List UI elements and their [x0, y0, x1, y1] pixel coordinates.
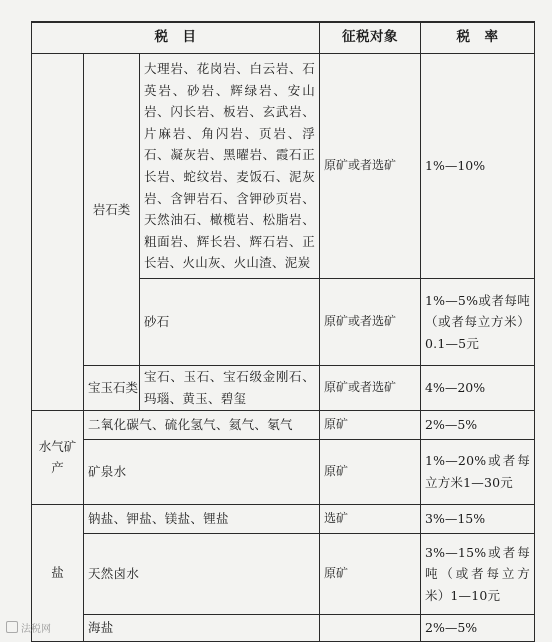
- sea-salt-items: 海盐: [84, 614, 320, 641]
- gas-object: 原矿: [320, 410, 421, 439]
- table-row-rock: [32, 54, 535, 279]
- rock-rate: 1%—10%: [421, 54, 535, 279]
- brine-rate: 3%—15%或者每吨（或者每立方米）1—10元: [421, 533, 535, 614]
- gem-object: 原矿或者选矿: [320, 365, 421, 410]
- mineral-water-rate: 1%—20%或者每立方米1—30元: [421, 439, 535, 504]
- mineral-water-object: 原矿: [320, 439, 421, 504]
- salt-category: 盐: [32, 504, 84, 641]
- rock-category: 岩石类: [84, 54, 140, 366]
- tax-table: [31, 21, 535, 642]
- header-row: [32, 22, 535, 54]
- mineral-water-items: 矿泉水: [84, 439, 320, 504]
- gravel-items: 砂石: [140, 278, 320, 365]
- gas-rate: 2%—5%: [421, 410, 535, 439]
- gravel-rate: 1%—5%或者每吨（或者每立方米）0.1—5元: [421, 278, 535, 365]
- gas-items: 二氧化碳气、硫化氢气、氦气、氡气: [84, 410, 320, 439]
- watermark: [6, 620, 51, 635]
- table-row-gas: [32, 410, 535, 439]
- sea-salt-object: [320, 614, 421, 641]
- category-blank-cell: [32, 54, 84, 411]
- watermark-icon: [6, 621, 18, 633]
- gem-rate: 4%—20%: [421, 365, 535, 410]
- brine-object: 原矿: [320, 533, 421, 614]
- gravel-object: 原矿或者选矿: [320, 278, 421, 365]
- sea-salt-rate: 2%—5%: [421, 614, 535, 641]
- rock-object: 原矿或者选矿: [320, 54, 421, 279]
- watermark-text: 法税网: [21, 624, 51, 635]
- table-row-mineral-water: [32, 439, 535, 504]
- brine-items: 天然卤水: [84, 533, 320, 614]
- table-row-gem: [32, 365, 535, 410]
- salts-items: 钠盐、钾盐、镁盐、锂盐: [84, 504, 320, 533]
- salts-object: 选矿: [320, 504, 421, 533]
- header-item: 税 目: [32, 22, 320, 54]
- rock-items: 大理岩、花岗岩、白云岩、石英岩、砂岩、辉绿岩、安山岩、闪长岩、板岩、玄武岩、片麻岩、角闪岩、页岩、浮石、凝灰岩、黑曜岩、霞石正长岩、蛇纹岩、麦饭石、泥灰岩、含钾岩石、含钾砂页岩、天然油石、橄榄岩、松脂岩、粗面岩、辉长岩、辉石岩、正长岩、火山灰、火山渣、泥炭: [140, 54, 320, 279]
- header-object: 征税对象: [320, 22, 421, 54]
- table-row-sea-salt: [32, 614, 535, 641]
- gem-category: 宝玉石类: [84, 365, 140, 410]
- table-row-salts: [32, 504, 535, 533]
- water-gas-category: 水气矿产: [32, 410, 84, 504]
- header-rate: 税 率: [421, 22, 535, 54]
- gem-items: 宝石、玉石、宝石级金刚石、玛瑙、黄玉、碧玺: [140, 365, 320, 410]
- salts-rate: 3%—15%: [421, 504, 535, 533]
- table-row-brine: [32, 533, 535, 614]
